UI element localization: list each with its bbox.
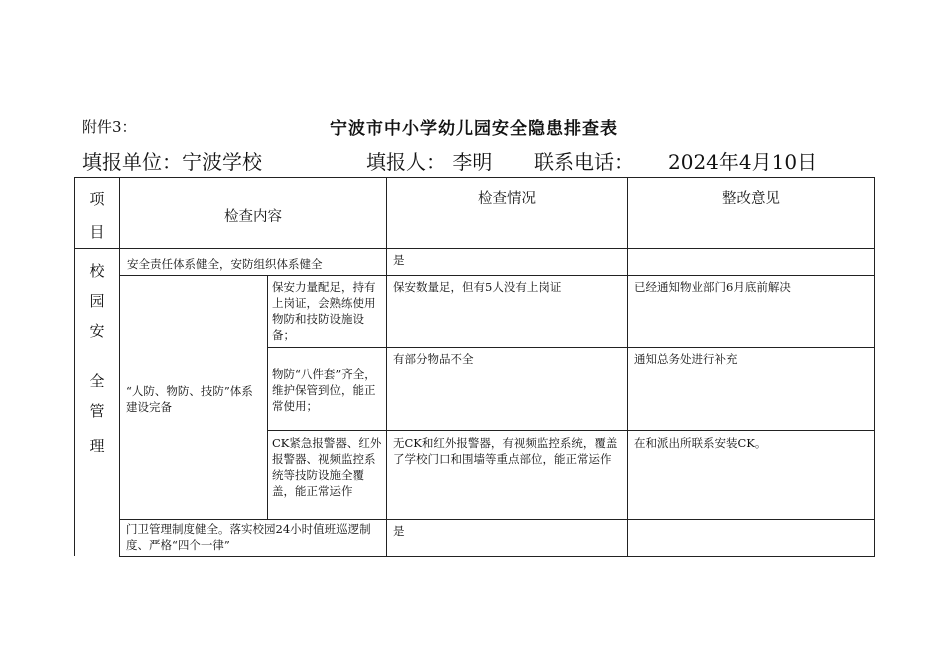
sub-column-divider [267, 275, 268, 519]
advice-column-divider [627, 177, 628, 556]
phone-label: 联系电话： [534, 150, 634, 174]
row2-sub-content: 保安力量配足，持有上岗证，会熟练使用物防和技防设施设备； [272, 280, 376, 342]
section-char-2: 园 [89, 292, 105, 310]
item-column-divider [119, 177, 120, 556]
row2-status: 保安数量足，但有5人没有上岗证 [393, 280, 562, 294]
header-advice: 整改意见 [722, 191, 780, 207]
row-divider-1 [119, 275, 875, 276]
fill-person: 填报人： 李明 [366, 150, 493, 174]
section-char-4: 全 [89, 372, 105, 390]
section-char-1: 校 [89, 262, 105, 280]
row4-advice: 在和派出所联系安装CK。 [634, 436, 767, 450]
row2-advice: 已经通知物业部门6月底前解决 [634, 280, 791, 294]
header-content: 检查内容 [224, 209, 282, 225]
form-title: 宁波市中小学幼儿园安全隐患排查表 [330, 119, 618, 139]
row3-advice: 通知总务处进行补充 [634, 352, 738, 366]
header-item-char-1: 项 [89, 190, 105, 208]
status-column-divider [386, 177, 387, 556]
row5-status: 是 [393, 524, 405, 538]
row-divider-4 [119, 519, 875, 520]
row3-sub-content: 物防“八件套”齐全，维护保管到位，能正常使用； [272, 367, 376, 413]
row3-status: 有部分物品不全 [393, 352, 474, 366]
row5-content: 门卫管理制度健全。落实校园24小时值班巡逻制度、严格“四个一律” [126, 522, 371, 552]
section-char-6: 理 [89, 437, 105, 455]
header-divider [74, 248, 875, 249]
row4-sub-content: CK紧急报警器、红外报警器、视频监控系统等技防设施全覆盖，能正常运作 [272, 436, 382, 498]
section-char-3: 安 [89, 322, 105, 340]
fill-date: 2024年4月10日 [668, 150, 818, 174]
table-border-right [874, 177, 875, 556]
row4-status: 无CK和红外报警器，有视频监控系统，覆盖了学校门口和围墙等重点部位，能正常运作 [393, 436, 618, 466]
section-char-5: 管 [89, 402, 105, 420]
row1-content: 安全责任体系健全，安防组织体系健全 [127, 257, 323, 271]
group-label: “人防、物防、技防”体系建设完备 [126, 384, 253, 414]
row-divider-3 [267, 430, 875, 431]
header-status: 检查情况 [478, 191, 536, 207]
header-item-char-2: 目 [89, 223, 105, 241]
row1-status: 是 [393, 253, 405, 267]
table-bottom-line [119, 556, 875, 557]
row-divider-2 [267, 347, 875, 348]
table-border-top [74, 177, 875, 178]
attachment-label: 附件3： [82, 118, 137, 136]
fill-unit: 填报单位：宁波学校 [82, 150, 262, 174]
table-border-left [74, 177, 75, 556]
